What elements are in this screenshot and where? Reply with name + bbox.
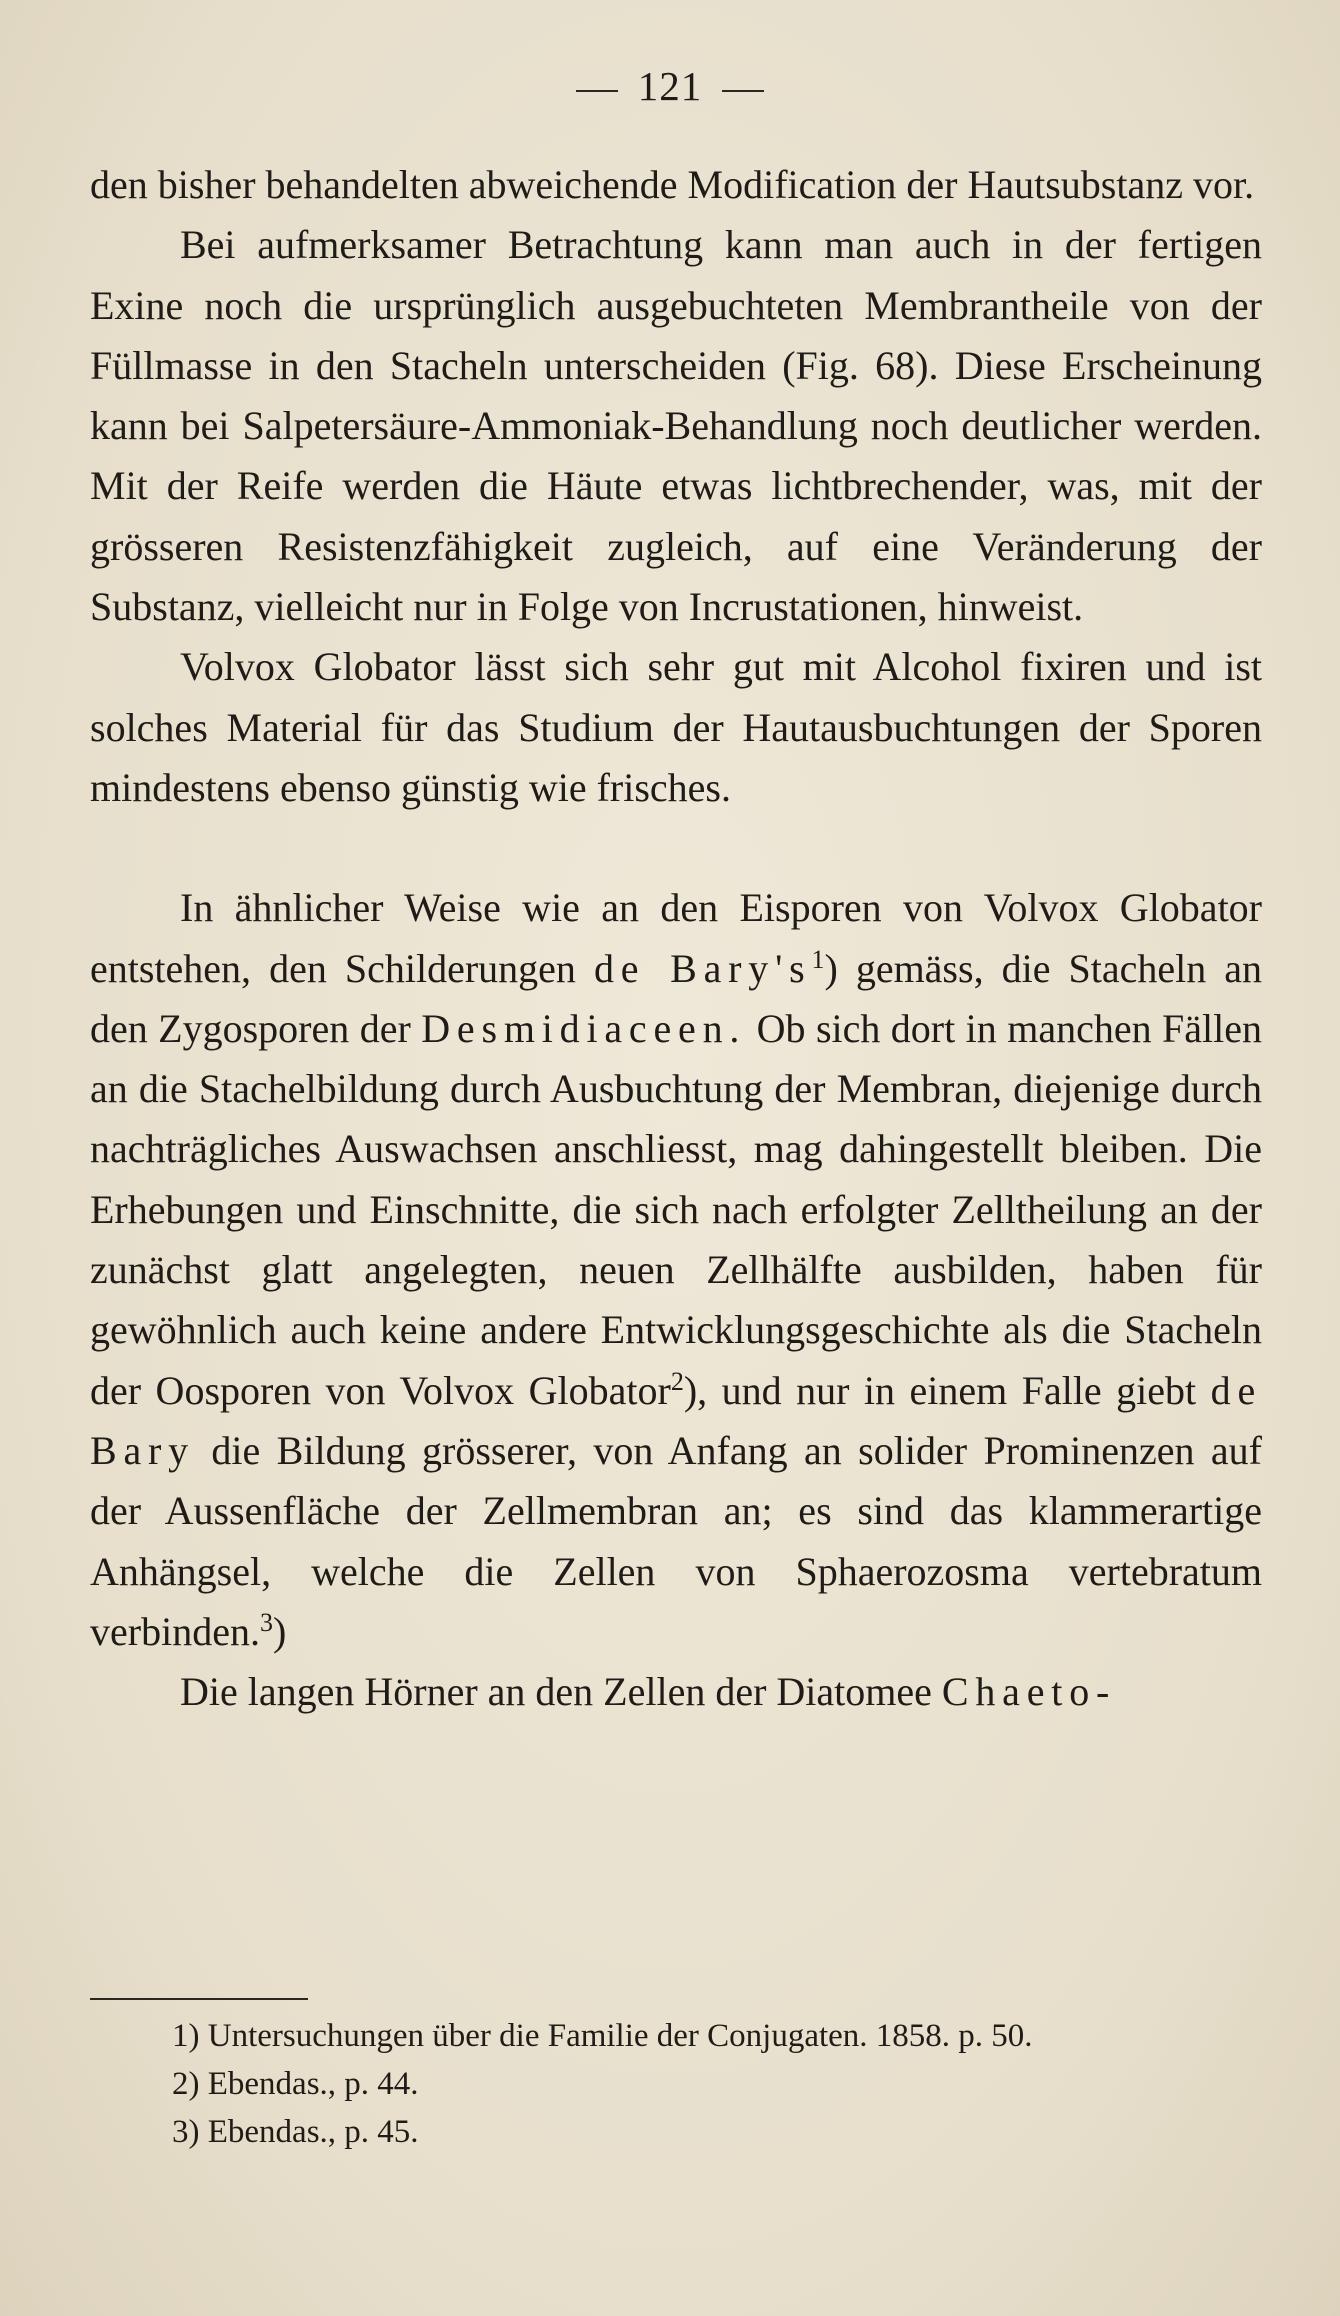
page-header	[0, 62, 1340, 110]
footnote-ref[interactable]: 1	[811, 944, 825, 974]
header-dash-left	[576, 90, 618, 92]
footnote-ref[interactable]: 2	[670, 1366, 684, 1396]
page-number: 121	[637, 63, 703, 109]
author-name: de Bary	[90, 1367, 1262, 1473]
taxon-name: Chaeto-	[941, 1669, 1117, 1715]
paragraph-desmidiaceen: In ähnlicher Weise wie an den Eisporen von Volvox Globator entstehen, den Schilderungen de $Bary's^1$) gemäss, die Stacheln an den Zygosporen der Desmidiaceen. Ob sich dort in manchen Fällen an die Stachelbildung durch Ausbuchtung der Membran, diejenige durch nachträgliches Auswachsen anschliesst, mag dahingestellt bleiben. Die Erhebungen und Einschnitte, die sich nach erfolgter Zelltheilung an der zunächst glatt angelegten, neuen Zellhälfte ausbilden, haben für gewöhnlich auch keine andere Entwicklungsgeschichte als die Stacheln der Oosporen von Volvox Globator$^2$), und nur in einem Falle giebt de Bary die Bildung grösserer, von Anfang an solider Prominenzen auf der Aussenfläche der Zellmembran an; es sind das klammerartige Anhängsel, welche die Zellen von Sphaerozosma vertebratum verbinden.$^3$)	[90, 885, 1263, 1654]
taxon-name: Desmidiaceen.	[421, 1005, 747, 1051]
footnote-2: 2) Ebendas., p. 44.	[172, 2066, 419, 2102]
footnote-divider	[90, 1998, 308, 2000]
footnote-1: 1) Untersuchungen über die Familie der Conjugaten. 1858. p. 50.	[172, 2018, 1033, 2054]
footnote-ref[interactable]: 3	[259, 1607, 273, 1637]
header-dash-right	[722, 90, 764, 92]
body-text	[90, 155, 1262, 1722]
author-name: de Bary's	[593, 945, 812, 991]
paragraph-continuation: den bisher behandelten abweichende Modification der Hautsubstanz vor.	[90, 162, 1255, 207]
paragraph-exine: Bei aufmerksamer Betrachtung kann man auch in der fertigen Exine noch die ursprünglich ausgebuchteten Membrantheile von der Füllmasse in den Stacheln unterscheiden (Fig. 68). Diese Erscheinung kann bei Salpetersäure-Ammoniak-Behandlung noch deutlicher werden. Mit der Reife werden die Häute etwas lichtbrechender, was, mit der grösseren Resistenzfähigkeit zugleich, auf eine Veränderung der Substanz, vielleicht nur in Folge von Incrustationen, hinweist.	[90, 222, 1262, 630]
footnote-3: 3) Ebendas., p. 45.	[172, 2114, 419, 2150]
paragraph-volvox-fixation: Volvox Globator lässt sich sehr gut mit Alcohol fixiren und ist solches Material für das Studium der Hautausbuchtungen der Sporen mindestens ebenso günstig wie frisches.	[90, 644, 1262, 810]
paragraph-diatomee: Die langen Hörner an den Zellen der Diatomee Chaeto-	[180, 1669, 1117, 1715]
footnotes	[172, 2012, 1262, 2156]
